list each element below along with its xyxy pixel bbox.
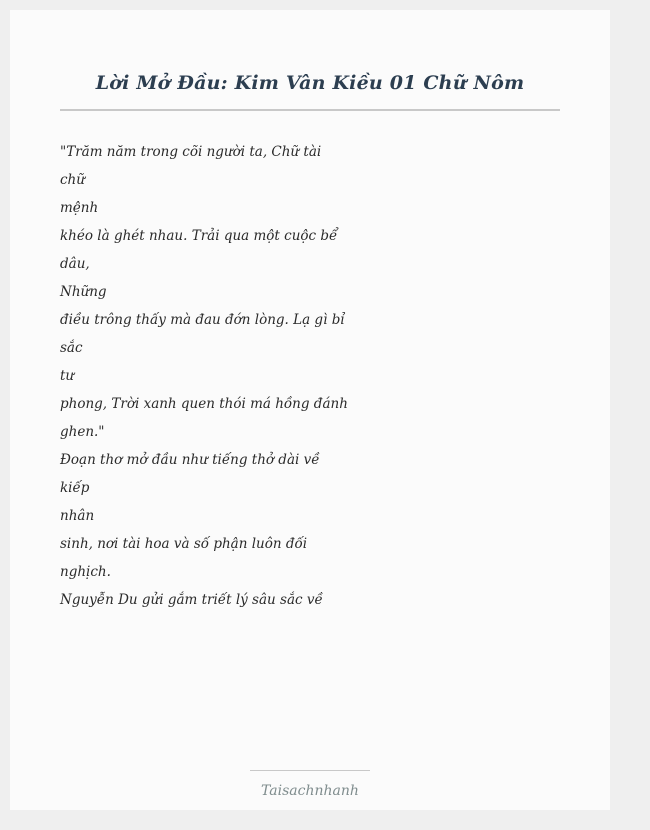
body-line: phong, Trời xanh quen thói má hồng đánh [60,396,348,412]
body-line: Những [60,284,107,300]
body-line: ghen." [60,424,105,440]
title-divider [60,109,560,111]
body-text [60,138,350,614]
body-line: nhân [60,508,95,524]
body-line: Đoạn thơ mở đầu như tiếng thở dài về kiếp [60,452,320,496]
body-line: tư [60,368,75,384]
body-line: mệnh [60,200,99,216]
body-line: Nguyễn Du gửi gắm triết lý sâu sắc về [60,592,323,608]
body-line: sinh, nơi tài hoa và số phận luôn đối nghịch. [60,536,308,580]
page-title: Lời Mở Đầu: Kim Vân Kiều 01 Chữ Nôm [95,72,525,94]
footer-divider [250,770,370,771]
footer-source: Taisachnhanh [261,783,359,799]
document-page [10,10,610,810]
body-line: "Trăm năm trong cõi người ta, Chữ tài chữ [60,144,322,188]
body-line: khéo là ghét nhau. Trải qua một cuộc bể dâu, [60,228,338,272]
body-line: điều trông thấy mà đau đớn lòng. Lạ gì bỉ sắc [60,312,345,356]
